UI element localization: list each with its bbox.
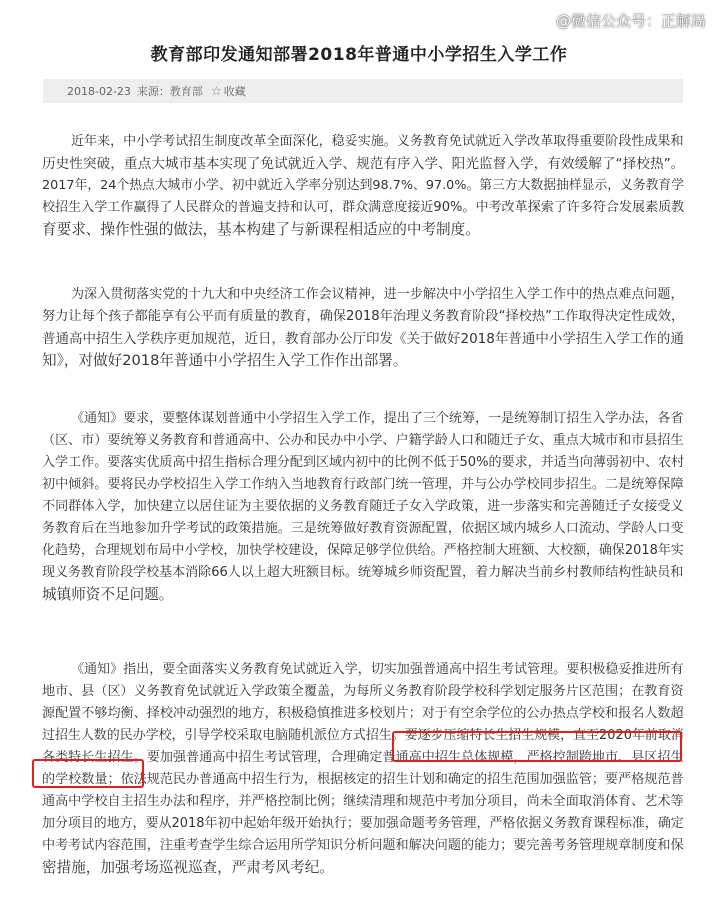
paragraph-line: 《通知》要求，要整体谋划普通中小学招生入学工作，提出了三个统筹，一是统筹制订招生入学办法，各省 (71, 411, 684, 426)
article-source: 来源：教育部 (136, 85, 203, 98)
star-outline-icon: ☆ (210, 84, 222, 98)
paragraph-line: 入学工作。要落实优质高中招生指标合理分配到区域内初中的比例不低于50%的要求，并适当向薄弱初中、农村 (42, 455, 685, 470)
paragraph-1 (42, 131, 684, 241)
paragraph-line: 普通高中招生入学秩序更加规范，近日，教育部办公厅印发《关于做好2018年普通中小学招生入学工作的通 (42, 331, 684, 347)
paragraph-line: 务教育后在当地参加升学考试的政策措施。三是统筹做好教育资源配置，依据区域内城乡人口流动、学龄人口变 (42, 521, 684, 536)
paragraph-line: 努力让每个孩子都能享有公平而有质量的教育，确保2018年治理义务教育阶段“择校热”工作取得决定性成效， (42, 309, 685, 324)
paragraph-line: 地市、县（区）义务教育免试就近入学政策全覆盖，为每所义务教育阶段学校科学划定服务片区范围；在教育资 (42, 684, 684, 699)
paragraph-line: 《通知》指出，要全面落实义务教育免试就近入学，切实加强普通高中招生考试管理。要积极稳妥推进所有 (71, 662, 684, 677)
paragraph-line: 育要求、操作性强的做法，基本构建了与新课程相适应的中考制度。 (42, 221, 480, 238)
paragraph-line: 2017年，24个热点大城市小学、初中就近入学率分别达到98.7%、97.0%。第三方大数据抽样显示，义务教育学 (42, 178, 685, 193)
paragraph-line: 的学校数量；依法规范民办普通高中招生行为，根据核定的招生计划和确定的招生范围加强监管；要严格规范普 (42, 772, 684, 787)
paragraph-line: 校招生入学工作赢得了人民群众的普遍支持和认可，群众满意度接近90%。中考改革探索了许多符合发展素质教 (42, 200, 685, 215)
paragraph-line: 中考考试内容范围，注重考查学生综合运用所学知识分析问题和解决问题的能力；要完善考务管理规章制度和保 (42, 838, 684, 853)
paragraph-line: 源配置不够均衡、择校冲动强烈的地方，积极稳慎推进多校划片；对于有空余学位的公办热点学校和报名人数超 (42, 706, 684, 721)
paragraph-line: 知》，对做好2018年普通中小学招生入学工作作出部署。 (42, 352, 408, 369)
publish-date: 2018-02-23 (67, 84, 131, 98)
paragraph-line: 不同群体入学，加快建立以居住证为主要依据的义务教育随迁子女入学政策，进一步落实和完善随迁子女接受义 (42, 499, 684, 514)
favorite-button[interactable] (211, 83, 252, 99)
article-title: 教育部印发通知部署2018年普通中小学招生入学工作 (150, 45, 568, 65)
paragraph-line: 过招生人数的民办学校，引导学校采取电脑随机派位方式招生。要逐步压缩特长生招生规模，直至2020年前取消 (42, 728, 684, 743)
paragraph-2 (42, 284, 684, 372)
paragraph-line: 各类特长生招生。要加强普通高中招生考试管理，合理确定普通高中招生总体规模，严格控制跨地市、县区招生 (42, 750, 684, 765)
paragraph-line: 近年来，中小学考试招生制度改革全面深化，稳妥实施。义务教育免试就近入学改革取得重要阶段性成果和 (71, 134, 684, 149)
paragraph-line: 密措施，加强考场巡视巡查，严肃考风考纪。 (42, 859, 334, 876)
paragraph-line: 通高中学校自主招生办法和程序，并严格控制比例；继续清理和规范中考加分项目，尚未全面取消体育、艺术等 (42, 794, 684, 809)
highlight-box-specialty-admission-line1 (392, 731, 682, 762)
paragraph-line: 为深入贯彻落实党的十九大和中央经济工作会议精神，进一步解决中小学招生入学工作中的热点难点问题， (71, 287, 684, 302)
paragraph-line: （区、市）要统筹义务教育和普通高中、公办和民办中小学、户籍学龄人口和随迁子女、重点大城市和市县招生 (42, 433, 684, 448)
paragraph-3 (42, 408, 684, 606)
highlight-box-specialty-admission-line2 (32, 759, 144, 788)
article-meta-bar (43, 79, 683, 103)
paragraph-line: 加分项目的地方，要从2018年初中起始年级开始执行；要加强命题考务管理，严格依据义务教育课程标准，确定 (42, 816, 684, 831)
paragraph-line: 城镇师资不足问题。 (42, 586, 174, 603)
paragraph-line: 历史性突破，重点大城市基本实现了免试就近入学、规范有序入学、阳光监督入学，有效缓解了“择校热”。 (42, 156, 685, 172)
paragraph-line: 初中倾斜。要将民办学校招生入学工作纳入当地教育行政部门统一管理，并与公办学校同步招生。二是统筹保障 (42, 477, 684, 492)
favorite-label: 收藏 (223, 85, 246, 98)
paragraph-line: 现义务教育阶段学校基本消除66人以上超大班额目标。统筹城乡师资配置，着力解决当前乡村教师结构性缺员和 (42, 565, 684, 580)
paragraph-line: 化趋势，合理规划布局中小学校，加快学校建设，保障足够学位供给。严格控制大班额、大校额，确保2018年实 (42, 543, 684, 558)
watermark-text: @微信公众号：正解局 (555, 12, 706, 30)
